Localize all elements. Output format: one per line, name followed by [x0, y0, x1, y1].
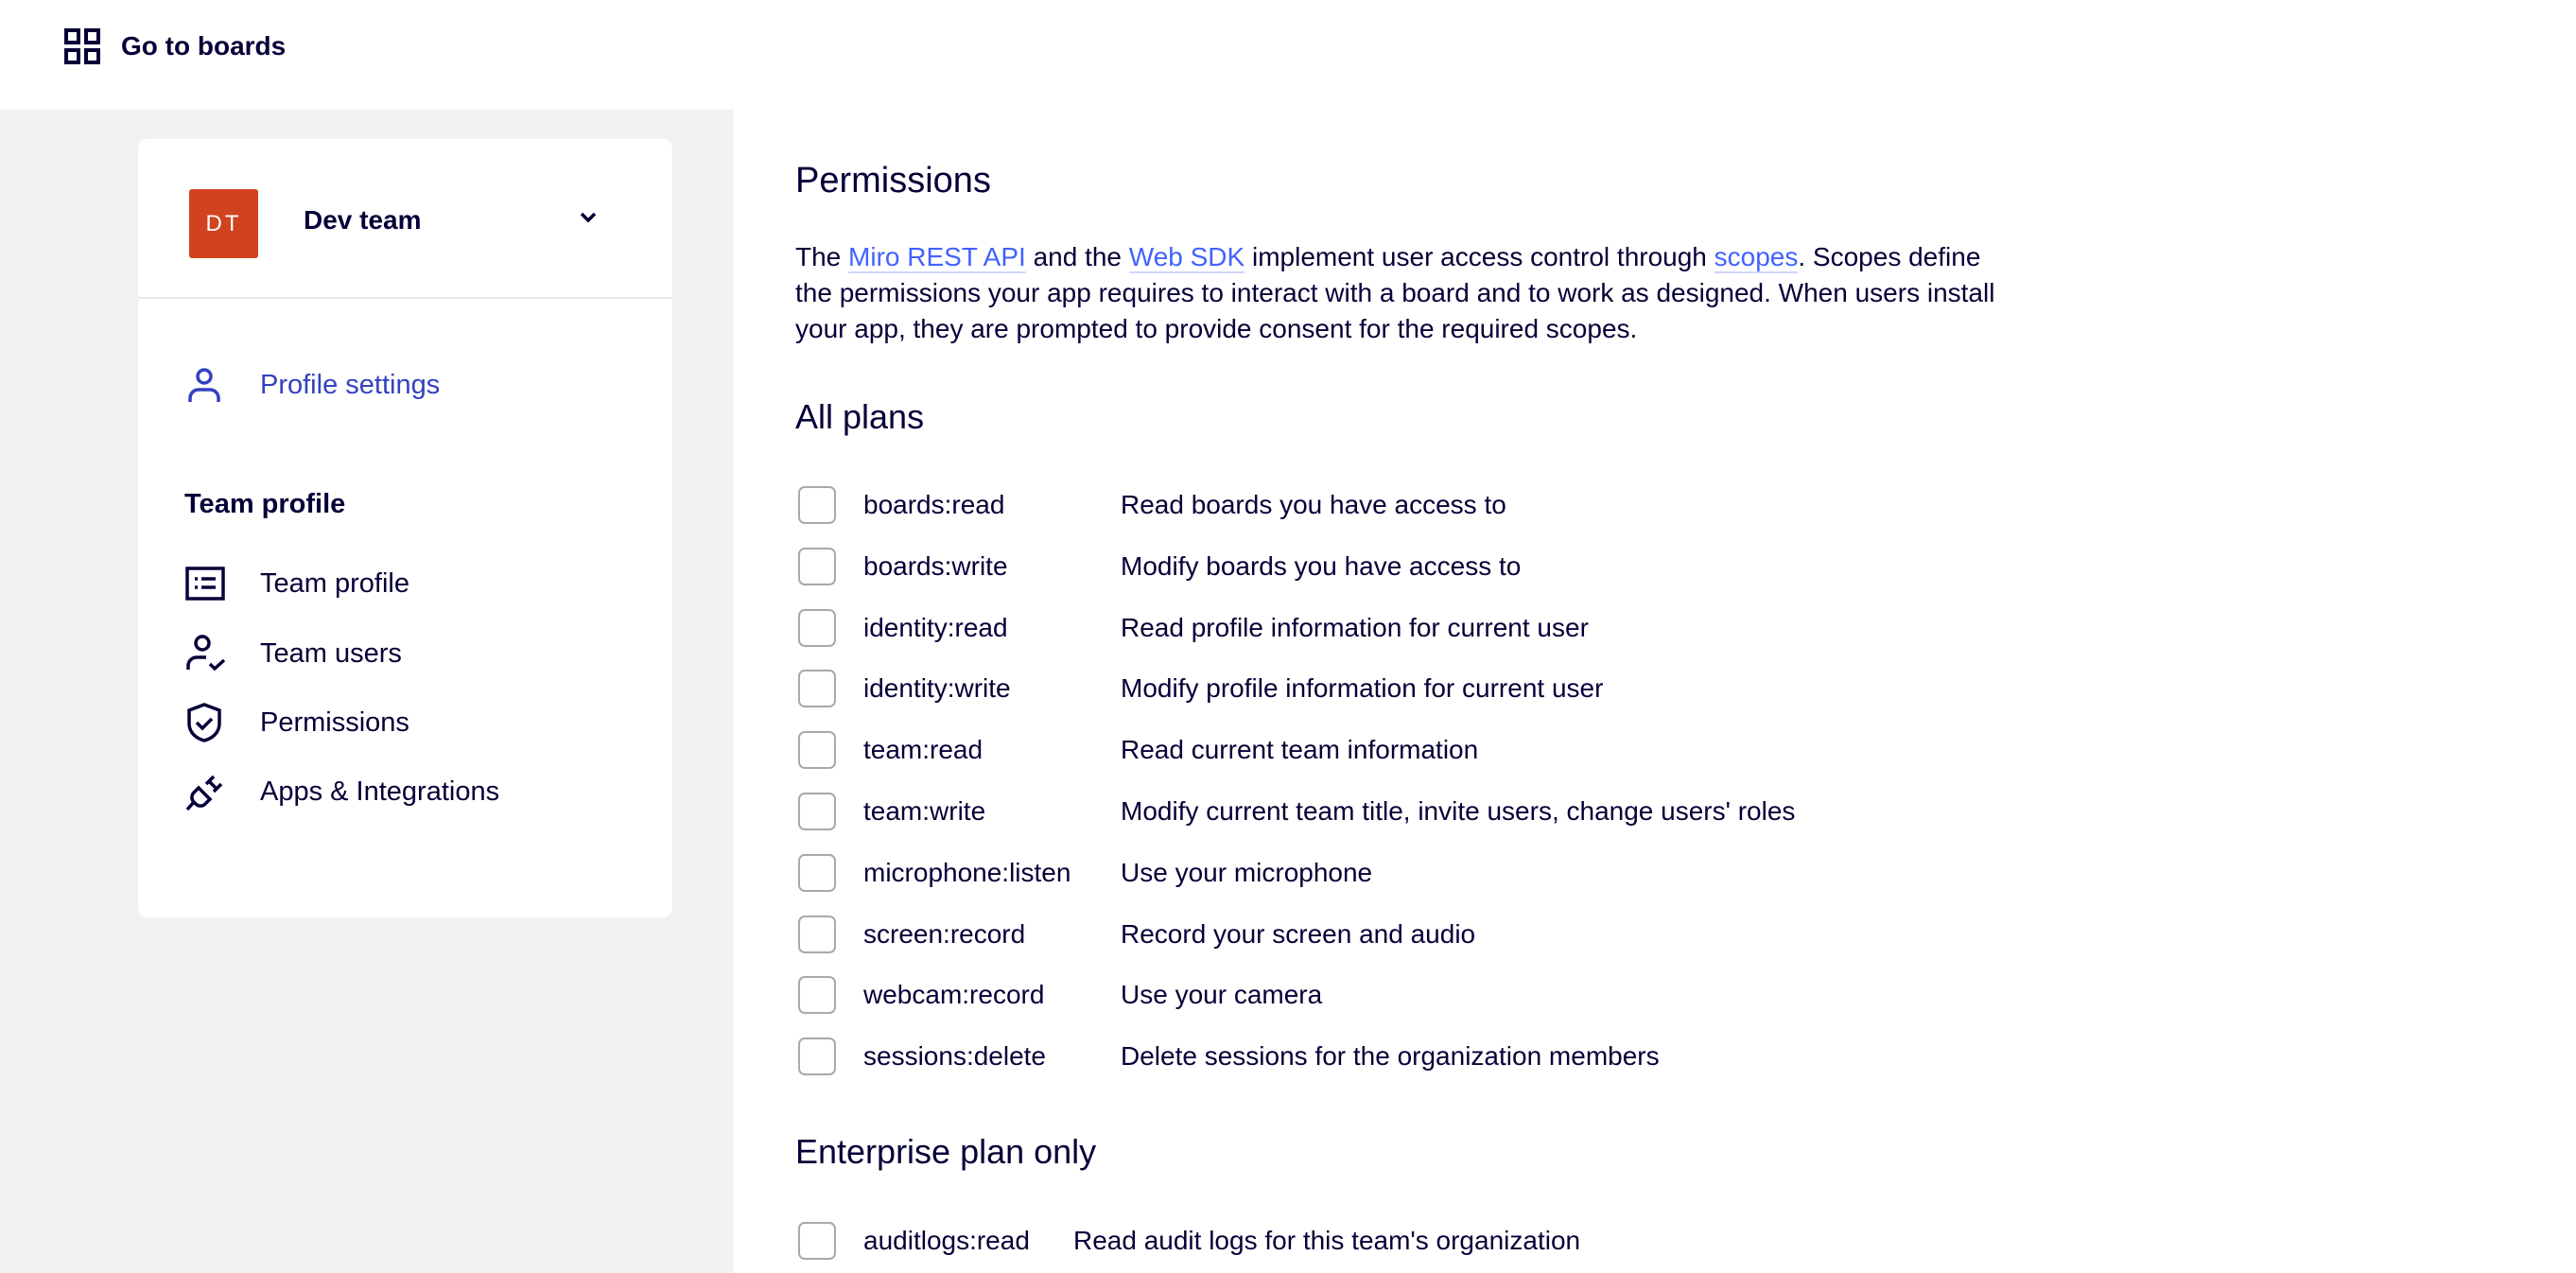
scope-name: team:write	[863, 796, 986, 826]
scope-description: Delete sessions for the organization members	[1121, 1041, 1660, 1072]
scope-row	[795, 1220, 2119, 1262]
sidebar-item-team-users[interactable]	[185, 635, 402, 672]
team-users-label: Team users	[260, 637, 402, 669]
web-sdk-link[interactable]: Web SDK	[1128, 242, 1245, 271]
scope-checkbox[interactable]	[798, 854, 836, 892]
permissions-label: Permissions	[260, 706, 409, 738]
scope-checkbox[interactable]	[798, 1038, 836, 1075]
scope-description: Read profile information for current user	[1121, 612, 1589, 642]
scope-name: sessions:delete	[863, 1041, 1047, 1072]
intro-text: . Scopes define the permissions your app requires to interact with a board and to work as designed. When users install your app, they are prompted to provide consent for the required scopes.	[795, 242, 1995, 343]
sidebar-item-permissions[interactable]	[185, 703, 409, 742]
intro-text: The	[795, 242, 849, 271]
list-card-icon	[185, 567, 225, 601]
plug-icon	[185, 771, 227, 812]
section-title: Team profile	[184, 489, 346, 519]
scope-row	[795, 729, 2119, 771]
scopes-link[interactable]: scopes	[1714, 242, 1799, 271]
intro-text: and the	[1025, 242, 1129, 271]
enterprise-heading: Enterprise plan only	[795, 1132, 1097, 1171]
scope-name: screen:record	[863, 918, 1026, 949]
scope-row	[795, 852, 2119, 894]
scope-checkbox[interactable]	[798, 916, 836, 953]
go-to-boards-label: Go to boards	[121, 31, 287, 61]
scope-description: Modify current team title, invite users, change users' roles	[1121, 796, 1796, 826]
shield-check-icon	[185, 703, 223, 742]
intro-paragraph	[795, 239, 2025, 347]
top-bar	[0, 0, 2576, 110]
scope-checkbox[interactable]	[798, 670, 836, 707]
scope-checkbox[interactable]	[798, 486, 836, 524]
scope-name: boards:write	[863, 550, 1008, 581]
scope-row	[795, 974, 2119, 1016]
scope-name: webcam:record	[863, 980, 1045, 1010]
all-plans-heading: All plans	[795, 397, 925, 436]
scope-checkbox[interactable]	[798, 548, 836, 585]
sidebar-card	[138, 139, 672, 917]
scope-checkbox[interactable]	[798, 609, 836, 647]
team-name: Dev team	[304, 205, 422, 235]
sidebar-item-profile-settings[interactable]	[185, 366, 440, 404]
user-check-icon	[185, 635, 227, 672]
scope-description: Modify boards you have access to	[1121, 550, 1522, 581]
profile-settings-label: Profile settings	[260, 369, 441, 400]
scope-name: auditlogs:read	[863, 1226, 1030, 1255]
scope-name: boards:read	[863, 490, 1005, 519]
scope-row	[795, 791, 2119, 832]
scope-row	[795, 607, 2119, 649]
scope-description: Read boards you have access to	[1121, 490, 1506, 519]
chevron-down-icon[interactable]	[578, 207, 599, 228]
scope-description: Use your camera	[1121, 980, 1323, 1010]
scope-checkbox[interactable]	[798, 1222, 836, 1260]
scope-row	[795, 546, 2119, 587]
team-avatar: DT	[189, 189, 258, 258]
scope-description: Use your microphone	[1121, 857, 1373, 887]
intro-text: implement user access control through	[1244, 242, 1714, 271]
grid-icon	[64, 28, 100, 64]
miro-rest-api-link[interactable]: Miro REST API	[848, 242, 1026, 271]
page-title: Permissions	[795, 161, 991, 201]
user-icon	[185, 366, 223, 404]
apps-integrations-label: Apps & Integrations	[260, 776, 500, 807]
team-switcher[interactable]	[138, 139, 672, 299]
scope-name: team:read	[863, 735, 983, 765]
scope-checkbox[interactable]	[798, 976, 836, 1014]
scope-checkbox[interactable]	[798, 731, 836, 769]
sidebar-item-team-profile[interactable]	[185, 567, 409, 601]
team-profile-label: Team profile	[260, 567, 409, 599]
scope-checkbox[interactable]	[798, 793, 836, 830]
scope-name: microphone:listen	[863, 857, 1071, 887]
scope-row	[795, 668, 2119, 709]
scope-name: identity:write	[863, 673, 1011, 704]
scope-description: Read audit logs for this team's organization	[1073, 1226, 1581, 1255]
scope-description: Read current team information	[1121, 735, 1479, 765]
go-to-boards-button[interactable]	[64, 28, 286, 64]
scope-row	[795, 1036, 2119, 1077]
scope-name: identity:read	[863, 612, 1008, 642]
scope-row	[795, 914, 2119, 955]
scope-row	[795, 484, 2119, 526]
scope-description: Modify profile information for current user	[1121, 673, 1604, 704]
sidebar-item-apps-integrations[interactable]	[185, 771, 499, 812]
scope-description: Record your screen and audio	[1121, 918, 1476, 949]
